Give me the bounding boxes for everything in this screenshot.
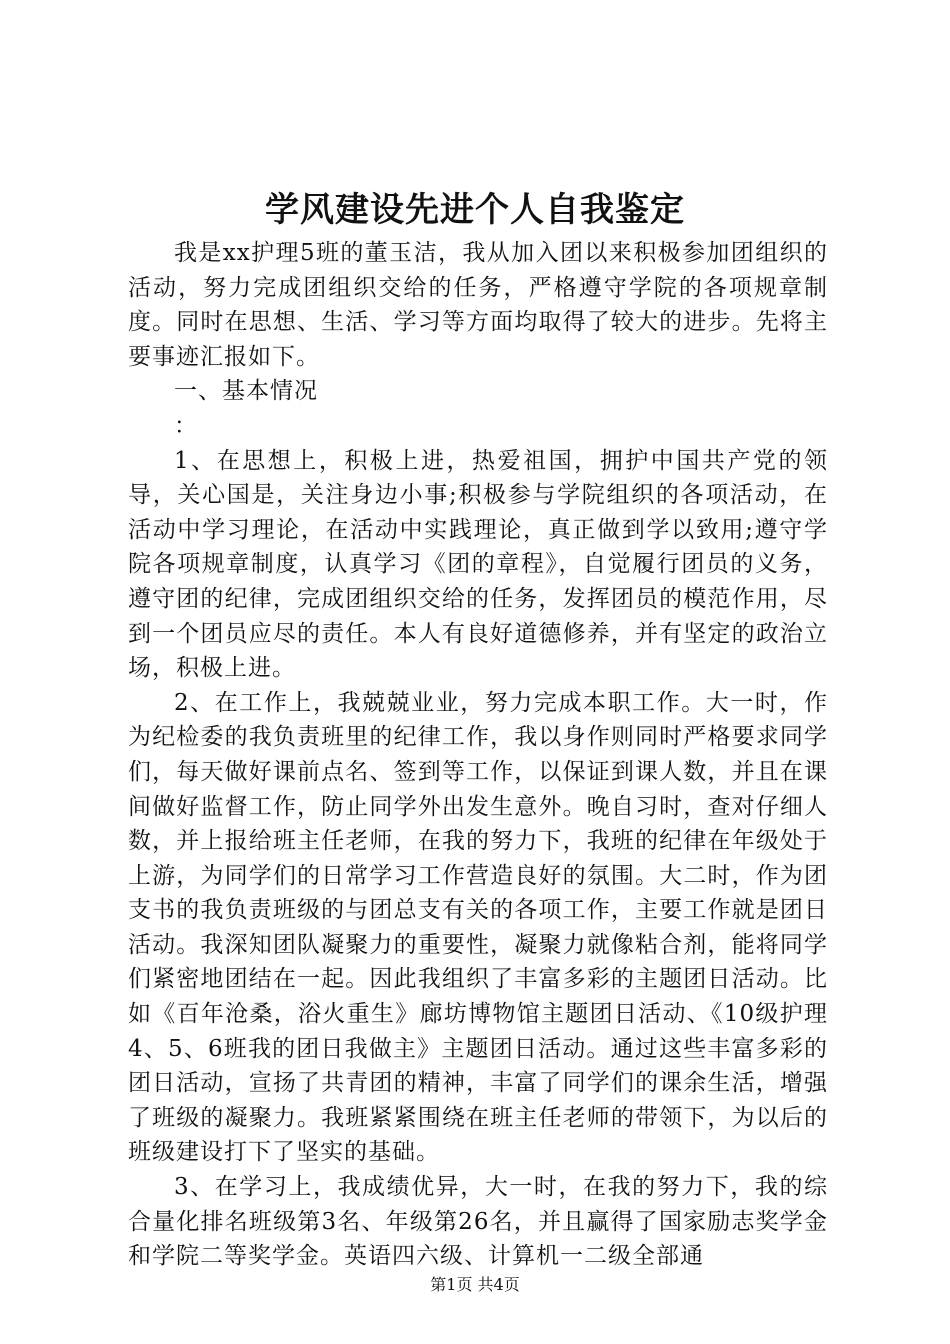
document-body [128, 236, 828, 1274]
paragraph-intro: 我是xx护理5班的董玉洁，我从加入团以来积极参加团组织的活动，努力完成团组织交给的任务，严格遵守学院的各项规章制度。同时在思想、生活、学习等方面均取得了较大的进步。先将主要事迹汇报如下。 [128, 240, 828, 370]
paragraph-ideology: 1、在思想上，积极上进，热爱祖国，拥护中国共产党的领导，关心国是，关注身边小事;积极参与学院组织的各项活动，在活动中学习理论，在活动中实践理论，真正做到学以致用;遵守学院各项规章制度，认真学习《团的章程》，自觉履行团员的义务，遵守团的纪律，完成团组织交给的任务，发挥团员的模范作用，尽到一个团员应尽的责任。本人有良好道德修养，并有坚定的政治立场，积极上进。 [128, 447, 828, 682]
section-heading-basic-info: 一、基本情况 [174, 378, 318, 405]
colon-line: ： [174, 412, 198, 439]
document-title: 学风建设先进个人自我鉴定 [265, 190, 685, 230]
page-footer: 第1页 共4页 [430, 1275, 520, 1294]
paragraph-study: 3、在学习上，我成绩优异，大一时，在我的努力下，我的综合量化排名班级第3名、年级第26名，并且赢得了国家励志奖学金和学院二等奖学金。英语四六级、计算机一二级全部通 [128, 1174, 828, 1270]
paragraph-work: 2、在工作上，我兢兢业业，努力完成本职工作。大一时，作为纪检委的我负责班里的纪律工作，我以身作则同时严格要求同学们，每天做好课前点名、签到等工作，以保证到课人数，并且在课间做好监督工作，防止同学外出发生意外。晚自习时，查对仔细人数，并上报给班主任老师，在我的努力下，我班的纪律在年级处于上游，为同学们的日常学习工作营造良好的氛围。大二时，作为团支书的我负责班级的与团总支有关的各项工作，主要工作就是团日活动。我深知团队凝聚力的重要性，凝聚力就像粘合剂，能将同学们紧密地团结在一起。因此我组织了丰富多彩的主题团日活动。比如《百年沧桑，浴火重生》廊坊博物馆主题团日活动、《10级护理4、5、6班我的团日我做主》主题团日活动。通过这些丰富多彩的团日活动，宣扬了共青团的精神，丰富了同学们的课余生活，增强了班级的凝聚力。我班紧紧围绕在班主任老师的带领下，为以后的班级建设打下了坚实的基础。 [128, 689, 828, 1166]
